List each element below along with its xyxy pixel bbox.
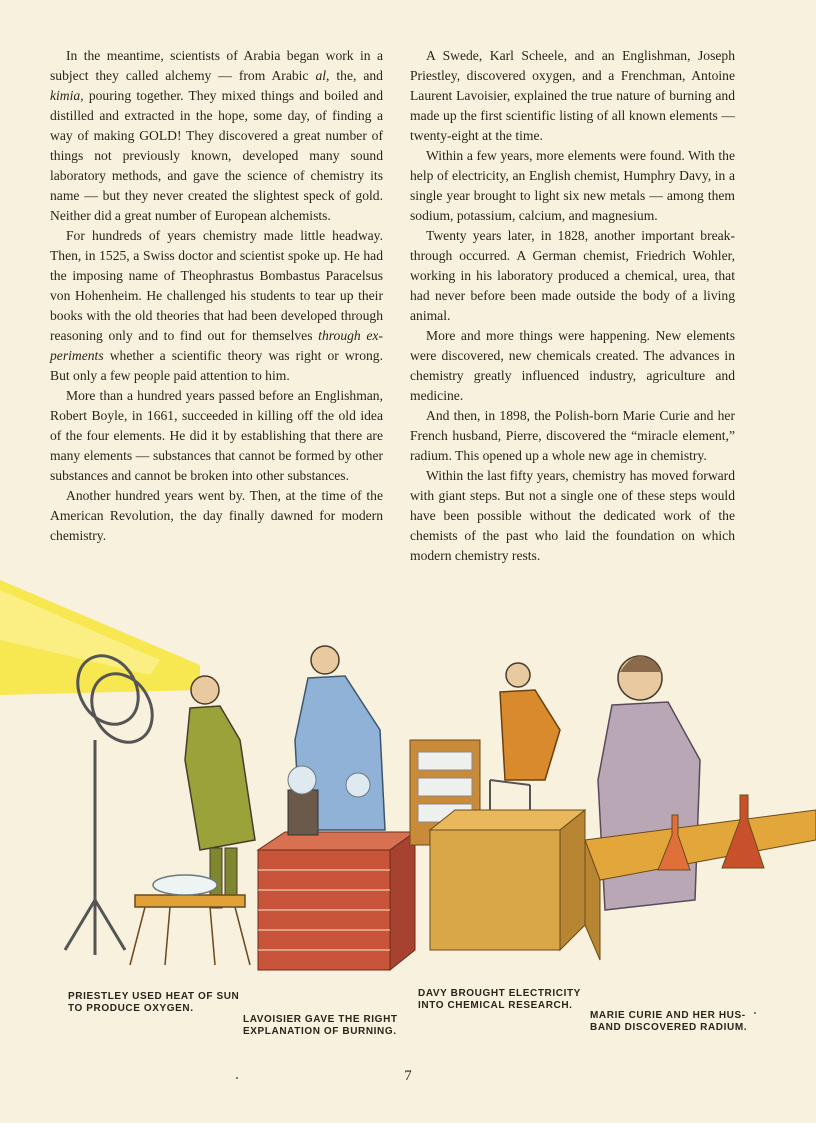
paragraph-new-elements: More and more things were happening. New elements were discovered, new chemicals created. The advances in chemistry greatly influenced industry, agriculture and medicine. [410,328,735,403]
paragraph-wohler: Twenty years later, in 1828, another important break-through occurred. A German chemist, Friedrich Wohler, working in his laboratory produced a chemical, urea, that had never before been made outside the body of a living animal. [410,228,735,323]
priestley-figure [185,676,255,908]
page-number: 7 [404,1068,412,1084]
caption-lavoisier: LAVOISIER GAVE THE RIGHT EXPLANATION OF BURNING. [243,1014,398,1037]
print-speck [236,1077,238,1079]
left-text-column [50,46,383,546]
paragraph-curie: And then, in 1898, the Polish-born Marie Curie and her French husband, Pierre, discovered the “miracle element,” radium. This opened up a whole new age in chemistry. [410,408,735,463]
paragraph-boyle: More than a hundred years passed before an Englishman, Robert Boyle, in 1661, succeeded in killing off the old idea of the four elements. He did it by establishing that there are many elements — substances that cannot be formed by other substances and cannot be broken into other substances. [50,388,383,483]
caption-priestley: PRIESTLEY USED HEAT OF SUN TO PRODUCE OXYGEN. [68,991,240,1014]
davy-figure [500,663,560,780]
chemists-illustration [0,580,816,990]
paragraph-revolution: Another hundred years went by. Then, at the time of the American Revolution, the day finally dawned for modern chemistry. [50,488,383,543]
paragraph-davy: Within a few years, more elements were found. With the help of electricity, an English chemist, Humphry Davy, in a single year brought to light six new metals — among them sodium, potassium, calcium, and magnesium. [410,148,735,223]
paragraph-oxygen: A Swede, Karl Scheele, and an Englishman, Joseph Priestley, discovered oxygen, and a Frenchman, Antoine Laurent Lavoisier, explained the true nature of burning and made up the first scientific listing of all known elements — twenty-eight at the time. [410,48,735,143]
paragraph-paracelsus: For hundreds of years chemistry made little headway. Then, in 1525, a Swiss doctor and scientist spoke up. He had the imposing name of Theophrastus Bombastus Paracelsus von Hohenheim. He challenged his students to tear up their books with the old theories that had been developed through reasoning only and to find out for themselves through experiments whether a scientific theory was right or wrong. But only a few people paid attention to him. [50,228,383,383]
paragraph-alchemy: In the meantime, scientists of Arabia began work in a subject they called alchemy — from Arabic al, the, and kimia, pouring together. They mixed things and boiled and distilled and extracted in the hope, some day, of finding a way of making GOLD! They discovered a great number of things not previously known, developed many sound laboratory methods, and gave the science of chemistry its name — but they never created the slightest speck of gold. Neither did a great number of European alchemists. [50,48,383,223]
paragraph-fifty-years: Within the last fifty years, chemistry has moved forward with giant steps. But not a single one of these steps would have been possible without the dedicated work of the chemists of the past who laid the foundation on which modern chemistry rests. [410,468,735,563]
caption-davy: DAVY BROUGHT ELECTRICITY INTO CHEMICAL RESEARCH. [418,988,581,1011]
caption-curie: MARIE CURIE AND HER HUSBAND DISCOVERED RADIUM. [590,1010,748,1033]
print-speck [754,1012,756,1014]
right-text-column [410,46,735,566]
